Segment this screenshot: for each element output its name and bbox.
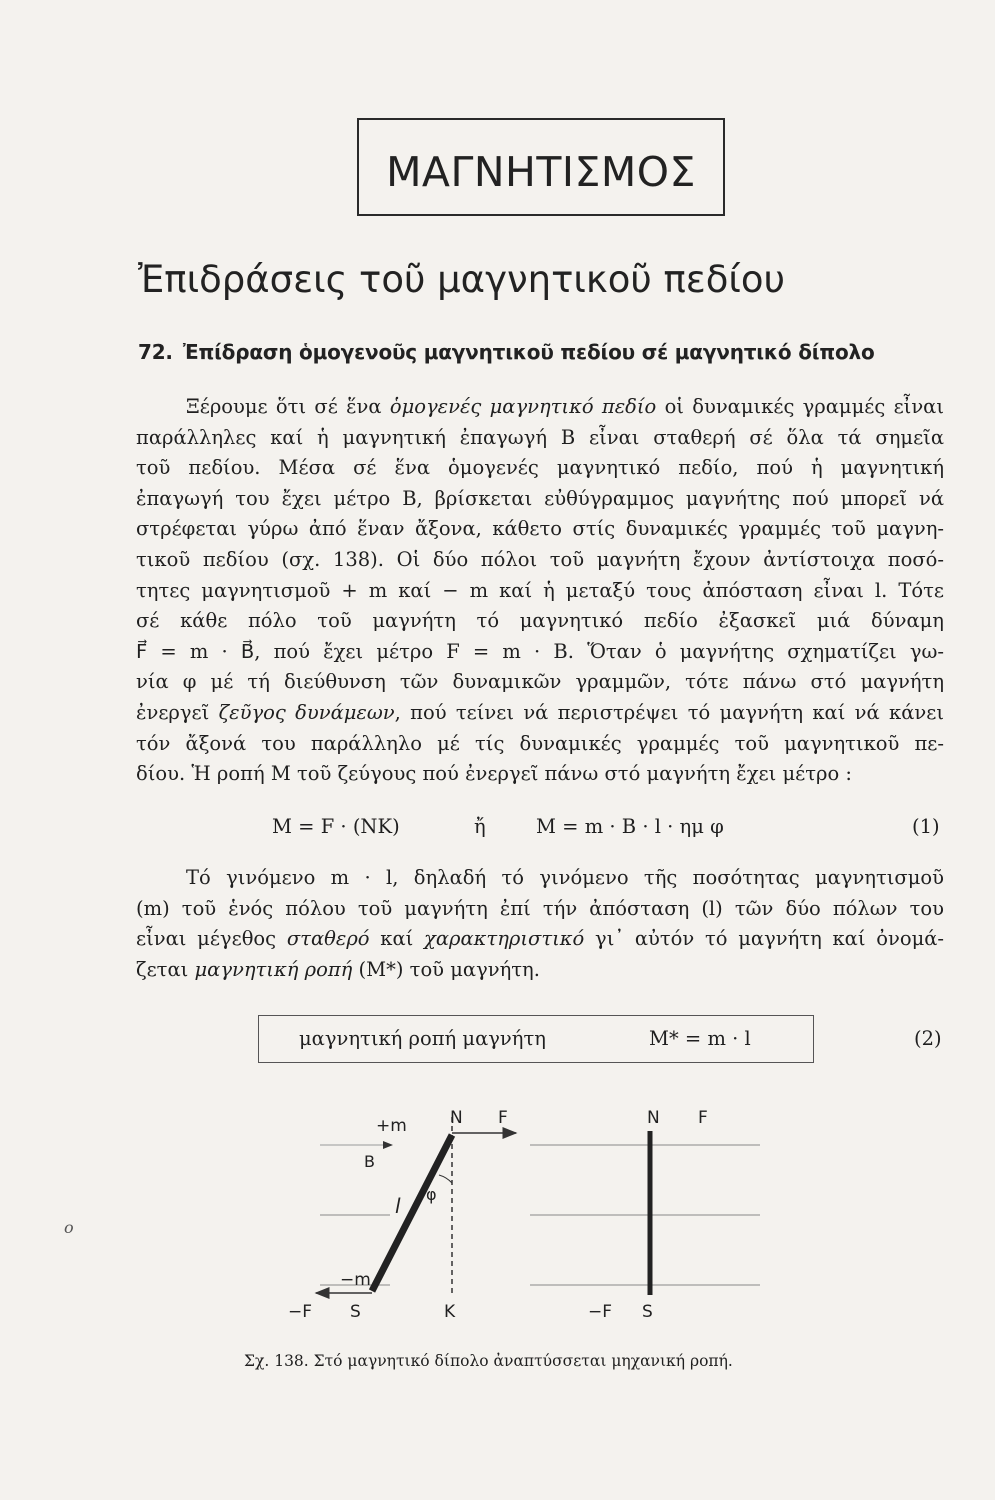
subsection-title: Ἐπίδραση ὁμογενοῦς μαγνητικοῦ πεδίου σέ μαγνητικό δίπολο [182,340,875,364]
label-f1: F [498,1108,508,1128]
text-line: δίου. Ἡ ροπή M τοῦ ζεύγους πού ἐνεργεῖ πάνω στό μαγνήτη ἔχει μέτρο : [136,762,852,786]
formula-2-number: (2) [914,1027,942,1050]
formula-2-equation: M* = m · l [649,1027,751,1050]
label-negf2: −F [588,1302,613,1322]
text-line: ζεται μαγνητική ροπή (M*) τοῦ μαγνήτη. [136,957,540,981]
formula-1-right: M = m · B · l · ημ φ [536,815,724,838]
paragraph-2 [136,863,944,985]
text-line: τοῦ πεδίου. Μέσα σέ ἕνα ὁμογενές μαγνητικό πεδίο, πού ἡ μαγνητική [136,456,944,480]
formula-1-connector: ἤ [474,815,486,838]
text-line: στρέφεται γύρω ἀπό ἕναν ἄξονα, κάθετο στίς δυναμικές γραμμές τοῦ μαγνη- [136,517,944,541]
b-label: B [364,1152,375,1171]
label-f2: F [698,1108,708,1128]
label-l: l [395,1194,401,1218]
chapter-title: ΜΑΓΝΗΤΙΣΜΟΣ [386,148,696,196]
text-line: παράλληλες καί ἡ μαγνητική ἐπαγωγή B εἶναι σταθερή σέ ὅλα τά σημεῖα [136,425,944,449]
chapter-title-box [357,118,725,216]
pole-plus-m: +m [376,1116,407,1136]
label-k: K [444,1302,456,1322]
section-title: Ἐπιδράσεις τοῦ μαγνητικοῦ πεδίου [138,258,785,301]
subsection-heading [138,340,875,364]
text-line: Ξέρουμε ὅτι σέ ἕνα ὁμογενές μαγνητικό πεδίο οἱ δυναμικές γραμμές εἶναι [186,395,944,418]
text-line: Τό γινόμενο m · l, δηλαδή τό γινόμενο τῆς ποσότητας μαγνητισμοῦ [186,866,944,889]
text-line: ἐπαγωγή του ἔχει μέτρο B, βρίσκεται εὐθύγραμμος μαγνήτης πού μπορεῖ νά [136,486,944,510]
text-line: σέ κάθε πόλο τοῦ μαγνήτη τό μαγνητικό πεδίο ἐξασκεῖ μιά δύναμη [136,609,944,633]
subsection-number: 72. [138,340,173,364]
text-line: τόν ἄξονά του παράλληλο μέ τίς δυναμικές γραμμές τοῦ μαγνητικοῦ πε- [136,731,944,755]
text-line: τικοῦ πεδίου (σχ. 138). Οἱ δύο πόλοι τοῦ μαγνήτη ἔχουν ἀντίστοιχα ποσό- [136,547,944,571]
margin-mark: ο [64,1218,74,1237]
text-line: (m) τοῦ ἑνός πόλου τοῦ μαγνήτη ἐπί τήν ἀπόσταση (l) τῶν δύο πόλων του [136,896,944,920]
label-phi: φ [426,1185,437,1204]
label-s2: S [642,1302,653,1322]
formula-1-left: M = F · (NK) [272,815,400,838]
text-line: τητες μαγνητισμοῦ + m καί − m καί ἡ μεταξύ τους ἀπόσταση εἶναι l. Τότε [136,578,944,602]
paragraph-1 [136,392,944,790]
formula-2-box [258,1015,814,1063]
figure-caption: Σχ. 138. Στό μαγνητικό δίπολο ἀναπτύσσεται μηχανική ροπή. [244,1352,733,1370]
figure-138 [280,1095,780,1335]
label-s1: S [350,1302,361,1322]
angle-arc [439,1175,452,1183]
magnet-rotated [372,1135,452,1291]
formula-2-label: μαγνητική ροπή μαγνήτη [299,1027,546,1050]
text-line: F⃗ = m · B⃗, πού ἔχει μέτρο F = m · B. Ὅταν ὁ μαγνήτης σχηματίζει γω- [136,639,944,663]
formula-1 [136,815,944,845]
label-n1: N [450,1108,463,1128]
formula-1-number: (1) [912,815,940,838]
text-line: ἐνεργεῖ ζεῦγος δυνάμεων, πού τείνει νά περιστρέψει τό μαγνήτη καί νά κάνει [136,700,944,724]
label-n2: N [647,1108,660,1128]
pole-minus-m: −m [340,1270,371,1290]
dipole-diagram [280,1095,780,1335]
label-negf1: −F [288,1302,313,1322]
text-line: εἶναι μέγεθος σταθερό καί χαρακτηριστικό γι᾿ αὐτόν τό μαγνήτη καί ὀνομά- [136,927,945,951]
text-line: νία φ μέ τή διεύθυνση τῶν δυναμικῶν γραμμῶν, τότε πάνω στό μαγνήτη [136,670,944,694]
